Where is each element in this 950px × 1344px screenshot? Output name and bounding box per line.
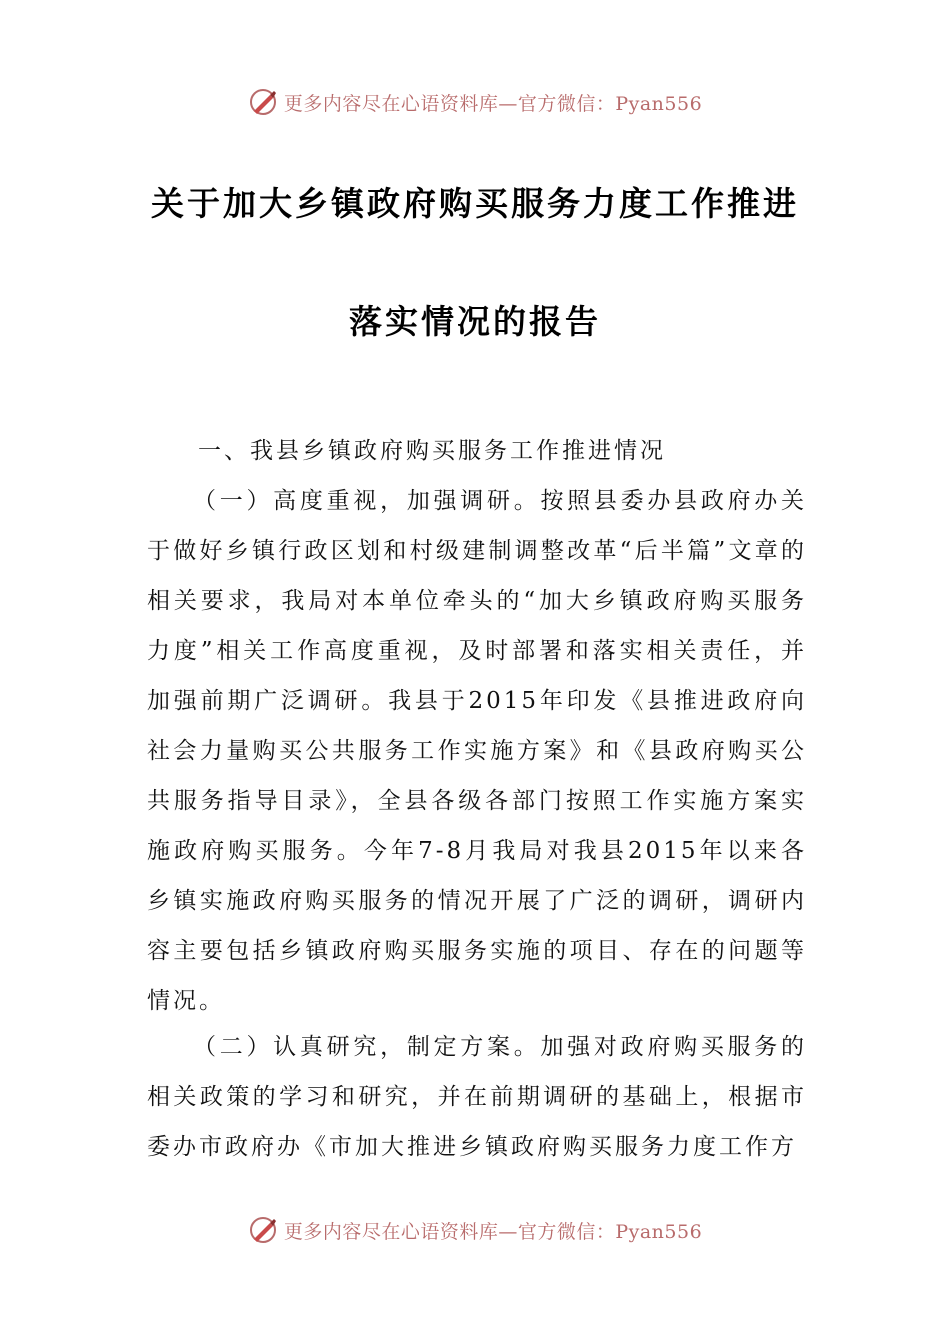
document-title-line1: 关于加大乡镇政府购买服务力度工作推进 [151, 184, 799, 223]
watermark-text: 更多内容尽在心语资料库—官方微信：Pyan556 [283, 1220, 703, 1243]
section-heading: 一、我县乡镇政府购买服务工作推进情况 [198, 438, 666, 464]
watermark-footer [0, 1210, 950, 1250]
paragraph-1-text: （一）高度重视，加强调研。按照县委办县政府办关于做好乡镇行政区划和村级建制调整改革“后半篇”文章的相关要求，我局对本单位牵头的“加大乡镇政府购买服务力度”相关工作高度重视，及时部署和落实相关责任，并加强前期广泛调研。我县于2015年印发《县推进政府向社会力量购买公共服务工作实施方案》和《县政府购买公共服务指导目录》，全县各级各部门按照工作实施方案实施政府购买服务。今年7-8月我局对我县2015年以来各乡镇实施政府购买服务的情况开展了广泛的调研，调研内容主要包括乡镇政府购买服务实施的项目、存在的问题等情况。 [147, 488, 807, 1014]
paragraph-2-text: （二）认真研究，制定方案。加强对政府购买服务的相关政策的学习和研究，并在前期调研的基础上，根据市委办市政府办《市加大推进乡镇政府购买服务力度工作方 [147, 1034, 807, 1160]
paragraph-2 [147, 1022, 807, 1172]
pen-logo-icon [248, 1215, 278, 1245]
pen-logo-icon [248, 87, 278, 117]
document-title-line2: 落实情况的报告 [349, 302, 601, 341]
watermark-text: 更多内容尽在心语资料库—官方微信：Pyan556 [283, 92, 703, 115]
watermark-header [0, 82, 950, 122]
paragraph-1 [147, 476, 807, 1026]
